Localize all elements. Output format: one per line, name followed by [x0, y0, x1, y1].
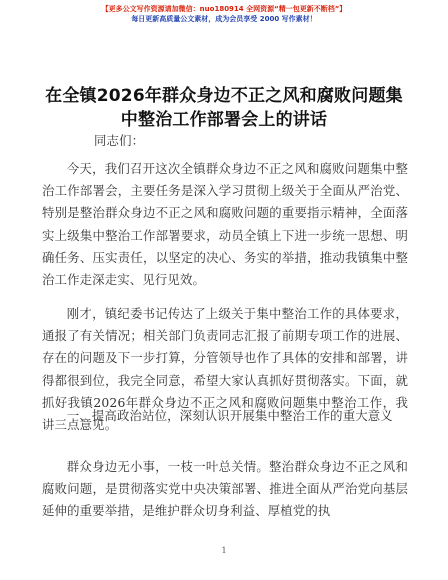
- paragraph: 今天，我们召开这次全镇群众身边不正之风和腐败问题集中整治工作部署会，主要任务是深入学习贯彻上级关于全面从严治党、特别是整治群众身边不正之风和腐败问题的重要指示精神，全面落实上级集中整治工作部署要求，动员全镇上下进一步统一思想、明确任务、压实责任，以坚定的决心、务实的举措，推动我镇集中整治工作走深走实、见行见效。: [42, 161, 408, 288]
- page-number: 1: [221, 546, 227, 555]
- document-title: 在全镇2026年群众身边不正之风和腐败问题集中整治工作部署会上的讲话: [45, 86, 403, 130]
- paragraph: 群众身边无小事，一枝一叶总关情。整治群众身边不正之风和腐败问题，是贯彻落实党中央决策部署、推进全面从严治党向基层延伸的重要举措，是维护群众切身利益、厚植党的执: [42, 459, 408, 519]
- promo-banner-line2: 每日更新高质量公文素材，成为会员享受 2000 写作素材！: [131, 15, 317, 23]
- promo-banner: [0, 4, 448, 24]
- paragraph: 刚才，镇纪委书记传达了上级关于集中整治工作的具体要求，通报了有关情况；相关部门负责同志汇报了前期专项工作的进展、存在的问题及下一步打算，分管领导也作了具体的安排和部署，讲得都很到位，我完全同意，希望大家认真抓好贯彻落实。下面，就抓好我镇2026年群众身边不正之风和腐败问题集中整治工作，我讲三点意见。: [42, 306, 408, 433]
- promo-banner-line1: 【更多公文写作资源请加微信：nuo180914 全网资源“精一包更新不断档”】: [101, 5, 347, 13]
- section-heading: 一、提高政治站位，深刻认识开展集中整治工作的重大意义: [66, 408, 393, 423]
- greeting: 同志们：: [94, 133, 145, 148]
